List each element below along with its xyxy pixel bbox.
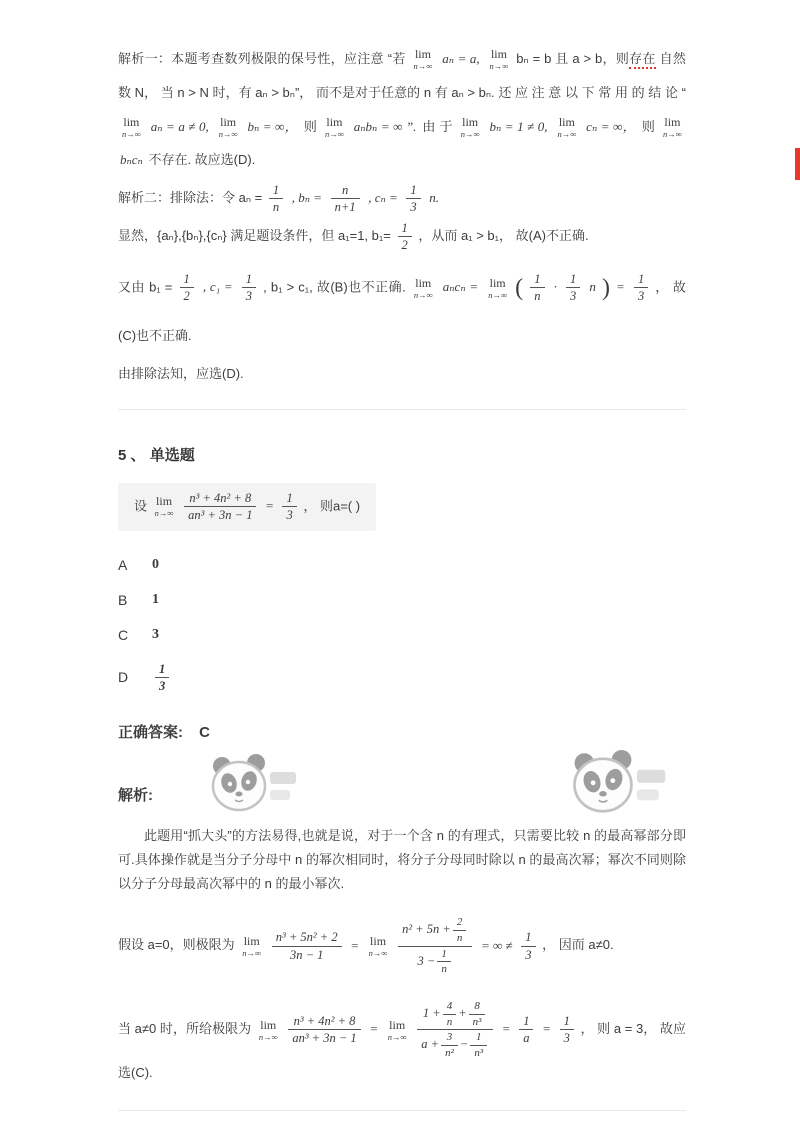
answer-value: C [199, 724, 211, 742]
question-stem [118, 483, 376, 531]
denominator: 3 [637, 289, 645, 304]
numerator: 1 [406, 183, 420, 199]
limit-notation [388, 1019, 407, 1042]
numerator: 3 [441, 1031, 458, 1046]
lim-subscript: n→∞ [368, 947, 388, 958]
text-segment: 3 − [417, 953, 436, 968]
option-a [118, 557, 686, 573]
lim-subscript: n→∞ [258, 1031, 278, 1042]
fraction [634, 272, 648, 304]
fraction [417, 1000, 493, 1060]
lim-word: lim [260, 1017, 277, 1032]
question-number: 5 、 [118, 446, 146, 464]
text-segment: = [501, 1021, 511, 1037]
denominator: 3 [525, 947, 532, 962]
text-segment: a + [421, 1037, 440, 1052]
denominator: n² [445, 1046, 454, 1059]
text-segment: 1 + [422, 1005, 441, 1020]
text-segment: = [369, 1021, 379, 1037]
text-segment: aₙcₙ = [442, 279, 479, 295]
denominator: 2 [183, 289, 190, 304]
fraction [519, 1014, 533, 1046]
denominator: 3 [410, 200, 417, 215]
denominator: a [523, 1031, 530, 1046]
text-segment: aₙ = a, [442, 51, 480, 66]
text-segment: 则 [303, 118, 318, 134]
denominator [398, 947, 472, 976]
fraction [560, 1014, 574, 1046]
lim-word: lim [664, 114, 681, 129]
fraction [269, 183, 283, 215]
text-segment: ，从而 a₁ > b₁， 故(A)不正确. [418, 227, 589, 243]
numerator: 1 [155, 662, 169, 678]
lim-subscript: n→∞ [218, 128, 238, 139]
lim-word: lim [415, 275, 432, 290]
fraction [242, 272, 256, 304]
text-segment: bₙ = ∞， [247, 118, 298, 134]
fraction [288, 1014, 360, 1046]
text-segment: bₙ = b 且 a > b，则 [516, 51, 630, 66]
lim-word: lim [558, 114, 575, 129]
denominator: n³ [472, 1015, 482, 1028]
lim-word: lim [326, 114, 343, 129]
text-segment: n [589, 279, 596, 295]
option-b [118, 592, 686, 608]
text-segment: = [265, 498, 274, 514]
numerator: 1 [282, 491, 296, 507]
text-segment: 又由 b₁ = [118, 279, 173, 295]
denominator: 3 [286, 508, 293, 523]
lim-subscript: n→∞ [557, 128, 577, 139]
lim-word: lim [462, 114, 479, 129]
limit-notation [259, 1019, 278, 1042]
limit-notation [490, 48, 509, 71]
fraction [437, 948, 451, 976]
numerator: n [331, 183, 360, 199]
limit-notation [219, 116, 238, 139]
text-segment: , b₁ > c₁, 故(B)也不正确. [263, 279, 406, 295]
lim-subscript: n→∞ [413, 61, 433, 72]
option-label: A [118, 556, 128, 573]
denominator: 3 [245, 289, 253, 304]
denominator: n [446, 1015, 453, 1028]
denominator: n³ [474, 1046, 484, 1059]
numerator: 1 [269, 183, 283, 199]
limit-notation [155, 495, 174, 518]
limit-notation [488, 277, 507, 300]
denominator: 3 [569, 289, 577, 304]
panda-watermark-icon [560, 750, 670, 820]
text-segment: , c₁ = [202, 279, 233, 295]
bottom-divider [118, 1110, 686, 1111]
options-list [118, 557, 686, 694]
lim-subscript: n→∞ [663, 128, 682, 139]
correct-answer-row [118, 721, 686, 742]
lim-word: lim [489, 275, 506, 290]
numerator: 1 [398, 221, 412, 237]
denominator: 3 [563, 1031, 570, 1046]
fraction [566, 272, 580, 304]
analysis-label: 解析: [118, 787, 153, 805]
lim-word: lim [220, 114, 237, 129]
analysis-paragraph-1: 此题用“抓大头”的方法易得,也就是说，对于一个含 n 的有理式，只需要比较 n 的最高幂部分即可.具体操作就是当分子分母中 n 的幂次相同时，将分子分母同时除以 n 的最高次幂；幂次不同则除以分子分母最高次幂中的 n 的最小幂次. [118, 828, 686, 892]
numerator: 1 [634, 272, 648, 288]
fraction [272, 930, 342, 962]
limit-notation [122, 116, 141, 139]
denominator: an³ + 3n − 1 [292, 1031, 357, 1046]
text-segment: ， 则 a = 3， 故应选(C). [118, 1021, 686, 1080]
text-segment: 则 [641, 118, 656, 134]
limit-notation [557, 116, 576, 139]
analysis-section [118, 824, 686, 1085]
numerator: 4 [443, 1000, 457, 1015]
text-segment: + [458, 1005, 467, 1020]
text-segment: = [542, 1021, 551, 1037]
text-segment: 解析一：本题考查数列极限的保号性，应注意 “若 [118, 51, 406, 66]
lim-subscript: n→∞ [413, 289, 433, 300]
question-header [118, 444, 686, 465]
analysis-formula-2 [118, 1000, 686, 1086]
solution-section-q4 [118, 42, 686, 391]
option-label: D [118, 669, 129, 686]
text-segment: 当 a≠0 时，所给极限为 [118, 1021, 252, 1037]
option-c [118, 627, 686, 643]
text-segment: = ∞ ≠ [480, 937, 513, 953]
fraction [406, 183, 420, 215]
solution-paragraph-5: 由排除法知，应选(D). [118, 365, 244, 381]
lim-word: lim [156, 494, 173, 509]
fraction [521, 930, 535, 962]
fraction [530, 272, 544, 304]
numerator: 1 [560, 1014, 574, 1030]
numerator: 1 [530, 272, 544, 288]
option-value: 0 [152, 556, 159, 572]
text-segment: = [350, 937, 360, 953]
numerator: 1 [470, 1031, 487, 1046]
text-segment: cₙ = ∞， [586, 118, 636, 134]
document-page [118, 42, 686, 1111]
text-segment: , bₙ = [291, 190, 323, 206]
option-label: B [118, 591, 128, 608]
numerator [398, 916, 472, 946]
numerator: 2 [453, 916, 467, 931]
numerator: 8 [469, 1000, 486, 1015]
numerator: 1 [437, 948, 451, 963]
answer-label: 正确答案: [118, 724, 183, 742]
fraction [398, 916, 472, 976]
option-value: 3 [152, 626, 159, 642]
text-segment: 假设 a=0，则极限为 [118, 937, 235, 953]
text-segment: 不存在. 故应选(D). [148, 152, 256, 168]
solution-paragraph-4 [118, 257, 686, 353]
limit-notation [461, 116, 480, 139]
numerator: n³ + 4n² + 8 [184, 491, 256, 507]
limit-notation [242, 935, 261, 958]
option-label: C [118, 626, 129, 643]
fraction [180, 272, 194, 304]
solution-paragraph-1 [118, 42, 686, 177]
numerator: n³ + 5n² + 2 [272, 930, 342, 946]
fraction [331, 183, 360, 215]
analysis-formula-1 [118, 916, 686, 976]
text-segment: 还 应 注 意 以 下 常 用 的 结 论 “ [498, 84, 686, 100]
text-segment: ， 故(C)也不正确. [118, 279, 686, 344]
limit-notation [663, 116, 682, 139]
numerator: 1 [180, 272, 194, 288]
text-segment: 由 于 [422, 118, 453, 134]
solution-paragraph-2 [118, 181, 686, 215]
fraction [441, 1031, 458, 1059]
text-segment: n² + 5n + [402, 922, 451, 937]
panda-watermark-icon [200, 754, 300, 818]
numerator: 1 [521, 930, 535, 946]
numerator [417, 1000, 493, 1030]
lim-subscript: n→∞ [387, 1031, 407, 1042]
lim-word: lim [389, 1017, 406, 1032]
option-value: 1 [152, 591, 159, 607]
option-d [118, 662, 686, 694]
text-segment: aₙbₙ = ∞ ”. [353, 118, 417, 134]
text-segment: 显然，{aₙ},{bₙ},{cₙ} 满足题设条件，但 a₁=1, b₁= [118, 227, 391, 243]
text-segment: ， 因而 a≠0. [542, 937, 614, 953]
fraction [453, 916, 467, 944]
denominator: 2 [401, 238, 408, 253]
text-segment: = [616, 279, 625, 295]
denominator: n [456, 932, 463, 945]
text-segment: − [459, 1037, 469, 1052]
limit-notation [414, 48, 433, 71]
text-segment: , cₙ = [368, 190, 398, 206]
limit-notation [325, 116, 344, 139]
denominator: n+1 [334, 200, 356, 215]
lim-subscript: n→∞ [325, 128, 344, 139]
text-segment: n. [429, 190, 440, 206]
lim-subscript: n→∞ [154, 508, 174, 519]
text-segment: 自然数 N， 当 n > N 时，有 aₙ > bₙ”， 而不是对于任意的 n 有 aₙ > bₙ. [118, 51, 686, 100]
text-segment: bₙcₙ [120, 152, 143, 168]
numerator: n³ + 4n² + 8 [288, 1014, 360, 1030]
solution-paragraph-3 [118, 219, 686, 253]
spellcheck-underlined-text: 存在 [629, 51, 656, 69]
lim-word: lim [243, 933, 260, 948]
numerator: 1 [242, 272, 256, 288]
lim-subscript: n→∞ [488, 289, 508, 300]
close-paren: ) [601, 274, 610, 301]
fraction [282, 491, 296, 523]
lim-word: lim [490, 47, 507, 62]
denominator: 3 [159, 678, 166, 693]
fraction [469, 1000, 486, 1028]
denominator [417, 1030, 493, 1059]
text-segment: bₙ = 1 ≠ 0, [489, 118, 548, 134]
fraction [470, 1031, 487, 1059]
numerator: 1 [519, 1014, 533, 1030]
text-segment: 解析二：排除法：令 aₙ = [118, 190, 263, 206]
lim-word: lim [123, 114, 140, 129]
option-value-fraction [155, 662, 169, 694]
denominator: an³ + 3n − 1 [188, 508, 253, 523]
fraction [443, 1000, 457, 1028]
denominator: n [441, 963, 447, 976]
limit-notation [414, 277, 433, 300]
lim-subscript: n→∞ [122, 128, 141, 139]
denominator: 3n − 1 [289, 947, 324, 962]
section-divider [118, 409, 686, 410]
scroll-indicator[interactable] [795, 148, 800, 180]
text-segment: · [553, 279, 557, 295]
open-paren: ( [515, 274, 524, 301]
question-type: 单选题 [149, 446, 195, 464]
fraction [398, 221, 412, 253]
lim-word: lim [414, 47, 431, 62]
text-segment: aₙ = a ≠ 0, [150, 118, 209, 134]
text-segment: ， 则a=( ) [303, 498, 361, 514]
fraction [184, 491, 256, 523]
denominator: n [534, 289, 541, 304]
limit-notation [369, 935, 388, 958]
analysis-header-row [118, 768, 686, 812]
numerator: 1 [566, 272, 580, 288]
lim-word: lim [370, 933, 387, 948]
lim-subscript: n→∞ [460, 128, 480, 139]
text-segment: 设 [134, 498, 148, 514]
lim-subscript: n→∞ [242, 947, 262, 958]
lim-subscript: n→∞ [489, 61, 509, 72]
denominator: n [272, 200, 280, 215]
